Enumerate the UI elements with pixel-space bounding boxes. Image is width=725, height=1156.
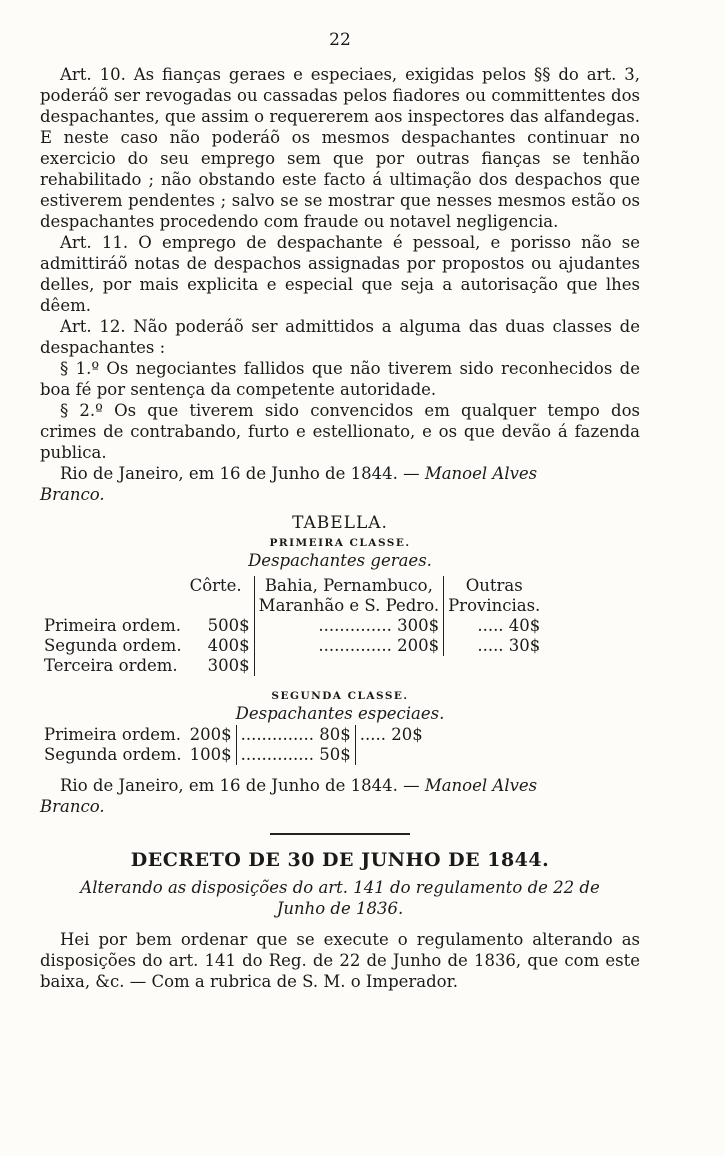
mid-value: .............. 50$ — [236, 745, 355, 765]
table-header-row-2 — [40, 596, 544, 616]
decree-title: DECRETO DE 30 DE JUNHO DE 1844. — [130, 849, 550, 871]
decree-subtitle-2: Junho de 1836. — [276, 899, 404, 918]
decree-subtitle-1: Alterando as disposições do art. 141 do regulamento de 22 de — [80, 878, 600, 897]
row-label: Segunda ordem. — [44, 636, 182, 655]
right-value — [355, 745, 426, 765]
signature-place-date: Rio de Janeiro, em 16 de Junho de 1844. — — [60, 464, 420, 483]
class2-heading: SEGUNDA CLASSE. — [271, 690, 409, 702]
document-page — [40, 30, 640, 992]
divider-rule — [270, 833, 410, 835]
table-row — [40, 725, 427, 745]
table-row — [40, 616, 544, 636]
signature-name: Manoel Alves — [424, 464, 538, 483]
row-label: Primeira ordem. — [44, 725, 181, 744]
tabella-title: TABELLA. — [292, 513, 388, 533]
corte-value: 400$ — [207, 636, 250, 655]
article-11: Art. 11. O emprego de despachante é pessoal, e porisso não se admittiráõ notas de despachos assignadas por propostos ou ajudantes delles, por mais explicita e especial que seja a autorisação que lhes dêem. — [40, 233, 640, 315]
table-row — [40, 656, 544, 676]
table-header-row — [40, 576, 544, 596]
signature-block-2 — [40, 775, 640, 796]
class1-subheading: Despachantes geraes. — [248, 551, 432, 570]
signature-name: Manoel Alves — [424, 776, 538, 795]
bahia-value: .............. 300$ — [254, 616, 443, 636]
bahia-value — [254, 656, 443, 676]
decree-body: Hei por bem ordenar que se execute o regulamento alterando as disposições do art. 141 do Reg. de 22 de Junho de 1836, que com este baixa, &c. — Com a rubrica de S. M. o Imperador. — [40, 930, 640, 991]
corte-value: 500$ — [207, 616, 250, 635]
article-12: Art. 12. Não poderáõ ser admittidos a alguma das duas classes de despachantes : — [40, 317, 640, 357]
corte-value: 300$ — [207, 656, 250, 675]
row-label: Terceira ordem. — [44, 656, 178, 675]
signature-place-date: Rio de Janeiro, em 16 de Junho de 1844. — — [60, 776, 420, 795]
article-10: Art. 10. As fianças geraes e especiaes, exigidas pelos §§ do art. 3, poderáõ ser revogadas ou cassadas pelos fiadores ou committentes dos despachantes, que assim o requererem aos inspectores das alfandegas. E neste caso não poderáõ os mesmos despachantes continuar no exercicio do seu emprego sem que por outras fianças se tenhão rehabilitado ; não obstando este facto á ultimação dos despachos que estiverem pendentes ; salvo se se mostrar que nesses mesmos estão os despachantes procedendo com fraude ou notavel negligencia. — [40, 65, 640, 231]
signature-block-1 — [40, 463, 640, 484]
row-label: Primeira ordem. — [44, 616, 181, 635]
class1-heading: PRIMEIRA CLASSE. — [269, 537, 411, 549]
col-corte-header: Côrte. — [189, 576, 242, 595]
col-bahia-header-2: Maranhão e S. Pedro. — [254, 596, 443, 616]
paragraph-2: § 2.º Os que tiverem sido convencidos em qualquer tempo dos crimes de contrabando, furto e estellionato, e os que devão á fazenda publica. — [40, 401, 640, 462]
outras-value: ..... 40$ — [444, 616, 545, 636]
page-number: 22 — [329, 30, 351, 50]
class2-table — [40, 725, 427, 765]
outras-value — [444, 656, 545, 676]
signature-name-cont: Branco. — [40, 485, 105, 504]
table-row — [40, 745, 427, 765]
col-bahia-header-1: Bahia, Pernambuco, — [254, 576, 443, 596]
signature-name-cont: Branco. — [40, 797, 105, 816]
mid-value: .............. 80$ — [236, 725, 355, 745]
row-label: Segunda ordem. — [44, 745, 182, 764]
col-outras-header-2: Provincias. — [444, 596, 545, 616]
class2-subheading: Despachantes especiaes. — [235, 704, 445, 723]
class1-table — [40, 576, 544, 676]
paragraph-1: § 1.º Os negociantes fallidos que não tiverem sido reconhecidos de boa fé por sentença da competente autoridade. — [40, 359, 640, 399]
right-value: ..... 20$ — [355, 725, 426, 745]
outras-value: ..... 30$ — [444, 636, 545, 656]
corte-value: 100$ — [189, 745, 232, 764]
corte-value: 200$ — [189, 725, 232, 744]
table-row — [40, 636, 544, 656]
col-outras-header-1: Outras — [444, 576, 545, 596]
bahia-value: .............. 200$ — [254, 636, 443, 656]
